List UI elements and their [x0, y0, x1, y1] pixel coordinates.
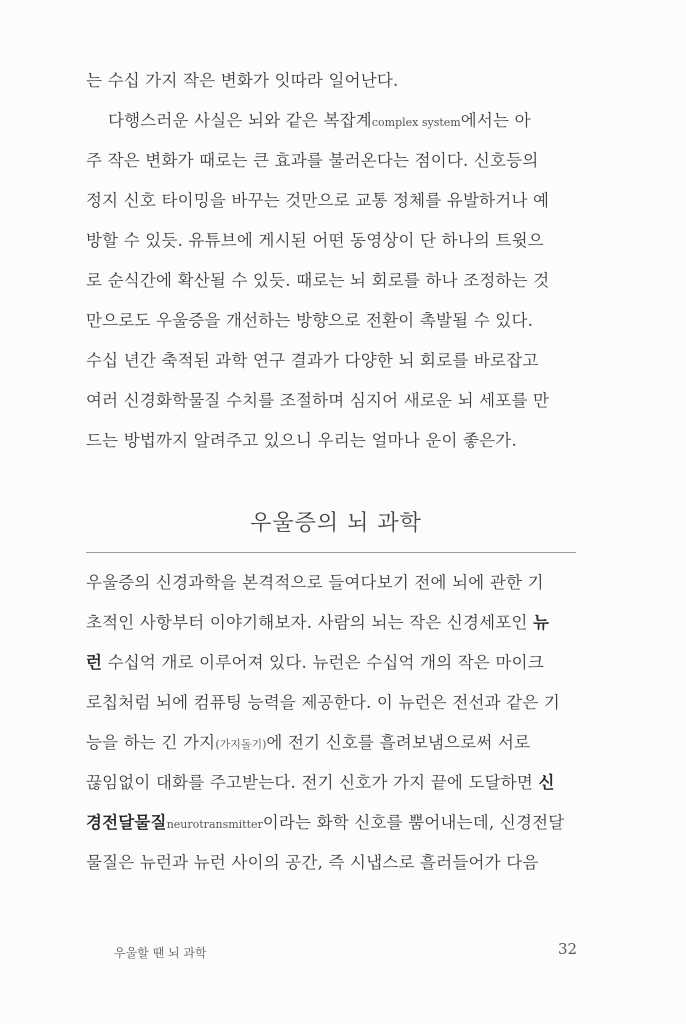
text-span: 에서는 아: [460, 111, 531, 130]
text-line: [86, 566, 544, 600]
section-divider: [86, 552, 576, 553]
text-span: 만으로도 우울증을 개선하는 방향으로 전환이 촉발될 수 있다.: [86, 311, 534, 330]
page-number: 32: [558, 940, 578, 958]
text-line: [86, 806, 564, 840]
text-span: 우울증의 신경과학을 본격적으로 들여다보기 전에 뇌에 관한 기: [86, 573, 544, 592]
bold-term: 신: [538, 773, 555, 792]
text-line: [86, 304, 533, 338]
text-line: [86, 64, 398, 98]
text-span: 로칩처럼 뇌에 컴퓨팅 능력을 제공한다. 이 뉴런은 전선과 같은 기: [86, 693, 561, 712]
text-span: 다행스러운 사실은 뇌와 같은 복잡계: [108, 111, 372, 130]
english-term: complex system: [371, 116, 461, 129]
english-term: neurotransmitter: [166, 818, 263, 831]
text-line: [86, 606, 549, 640]
bold-term: 경전달물질: [86, 813, 167, 832]
text-span: 끊임없이 대화를 주고받는다. 전기 신호가 가지 끝에 도달하면: [86, 773, 534, 792]
text-line: [86, 184, 549, 218]
text-span: 수십 년간 축적된 과학 연구 결과가 다양한 뇌 회로를 바로잡고: [86, 351, 539, 370]
text-span: 로 순식간에 확산될 수 있듯. 때로는 뇌 회로를 하나 조정하는 것: [86, 271, 550, 290]
bold-term: 런: [86, 653, 103, 672]
text-line: [86, 726, 530, 760]
section-heading: 우울증의 뇌 과학: [250, 511, 422, 536]
text-span: 드는 방법까지 알려주고 있으니 우리는 얼마나 운이 좋은가.: [86, 431, 517, 450]
text-line: [86, 384, 549, 418]
text-line: [86, 846, 538, 880]
text-span: 여러 신경화학물질 수치를 조절하며 심지어 새로운 뇌 세포를 만: [86, 391, 550, 410]
text-line: [86, 144, 538, 178]
text-span: 이라는 화학 신호를 뿜어내는데, 신경전달: [262, 813, 565, 832]
text-span: 수십억 개로 이루어져 있다. 뉴런은 수십억 개의 작은 마이크: [107, 653, 544, 672]
text-span: 정지 신호 타이밍을 바꾸는 것만으로 교통 정체를 유발하거나 예: [86, 191, 550, 210]
text-span: 초적인 사항부터 이야기해보자. 사람의 뇌는 작은 신경세포인: [86, 613, 528, 632]
text-line: [86, 224, 544, 258]
text-line: [86, 264, 549, 298]
text-line: [86, 344, 538, 378]
text-span: 에 전기 신호를 흘려보냄으로써 서로: [266, 733, 531, 752]
bold-term: 뉴: [533, 613, 550, 632]
text-span: 물질은 뉴런과 뉴런 사이의 공간, 즉 시냅스로 흘러들어가 다음: [86, 853, 539, 872]
text-line: [86, 424, 517, 458]
text-line: [86, 104, 531, 138]
text-span: 주 작은 변화가 때로는 큰 효과를 불러온다는 점이다. 신호등의: [86, 151, 539, 170]
running-footer-title: 우울할 땐 뇌 과학: [114, 946, 207, 960]
text-span: 능을 하는 긴 가지: [86, 733, 216, 752]
text-span: 방할 수 있듯. 유튜브에 게시된 어떤 동영상이 단 하나의 트윗으: [86, 231, 544, 250]
text-line: [86, 646, 544, 680]
text-span: 는 수십 가지 작은 변화가 잇따라 일어난다.: [86, 71, 399, 90]
text-line: [86, 766, 555, 800]
text-line: [86, 686, 560, 720]
annotation-term: (가지돌기): [215, 738, 267, 751]
